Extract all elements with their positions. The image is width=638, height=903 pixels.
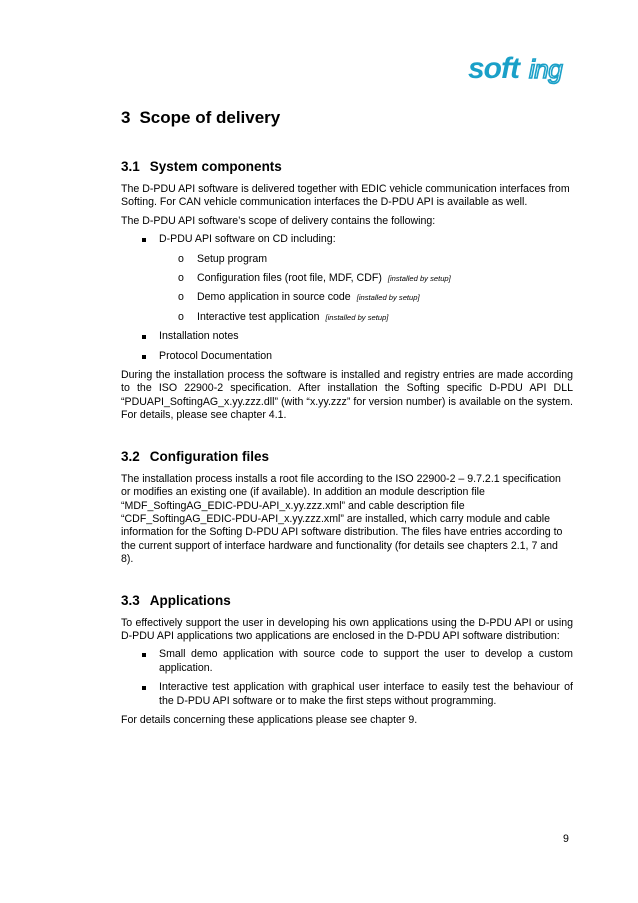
sub-list-item-text: Demo application in source code <box>197 291 351 304</box>
paragraph: To effectively support the user in developing his own applications using the D-PDU API or using D-PDU API applications two applications are enclosed in the D-PDU API software distribution: <box>121 616 573 642</box>
sub-list-item <box>159 311 573 324</box>
paragraph: During the installation process the software is installed and registry entries are made according to the ISO 22900-2 specification. After installation the Softing specific D-PDU API DLL “PDUAPI_SoftingAG_x.yy.zzz.dll” (with “x.yy.zzz” for version number) is available on the system. For details, please see chapter 4.1. <box>121 369 573 422</box>
section-heading-configuration-files <box>121 448 573 465</box>
install-note: [installed by setup] <box>356 293 420 303</box>
softing-logo-graphic <box>466 50 576 90</box>
bullet-circle-icon: o <box>178 291 184 304</box>
list-item <box>121 648 573 675</box>
bullet-square-icon <box>142 686 146 690</box>
section-title: Applications <box>149 592 231 608</box>
section-number: 3.3 <box>121 592 140 608</box>
list-item <box>121 233 573 324</box>
list-item-text: Interactive test application with graphical user interface to easily test the behaviour of the D-PDU API software or to make the first steps without programming. <box>159 681 573 707</box>
chapter-heading <box>121 108 573 128</box>
section-title: System components <box>149 159 282 174</box>
list-item-text: Small demo application with source code to support the user to develop a custom application. <box>159 648 573 674</box>
bullet-square-icon <box>142 335 146 339</box>
paragraph: The D-PDU API software is delivered together with EDIC vehicle communication interfaces from Softing. For CAN vehicle communication interfaces the D-PDU API is available as well. <box>121 183 570 209</box>
sub-list-item-text: Interactive test application <box>197 310 320 323</box>
applications-list <box>121 648 573 708</box>
paragraph: The installation process installs a root file according to the ISO 22900-2 – 9.7.2.1 specification or modifies an existing one (if available). In addition an module description file “MDF_SoftingAG_EDIC-PDU-API_x.yy.zzz.xml” and cable description file “CDF_SoftingAG_EDIC-PDU-API_x.yy.zzz.xml” are installed, which carry module and cable information for the Softing D-PDU API software distribution. The files have entries according to the current support of interface hardware and functionality (for details see chapters 2.1, 7 and 8). <box>121 472 563 566</box>
bullet-square-icon <box>142 355 146 359</box>
section-heading-system-components <box>121 158 573 175</box>
list-item-text: Installation notes <box>159 330 239 343</box>
svg-text:soft: soft <box>468 52 519 85</box>
list-item <box>121 681 573 708</box>
bullet-circle-icon: o <box>178 310 184 323</box>
svg-text:ing: ing <box>529 54 563 84</box>
softing-logo <box>466 50 576 90</box>
list-item-text: Protocol Documentation <box>159 349 273 362</box>
sub-list-item-text: Setup program <box>197 252 268 265</box>
list-item <box>121 350 573 363</box>
section-heading-applications <box>121 592 573 609</box>
section-number: 3.1 <box>121 159 140 174</box>
paragraph: For details concerning these applications please see chapter 9. <box>121 713 418 726</box>
list-item-text: D-PDU API software on CD including: <box>159 233 336 246</box>
delivery-list <box>121 233 573 363</box>
sub-list-item <box>159 291 573 304</box>
chapter-title: Scope of delivery <box>139 108 281 127</box>
page-content <box>121 108 573 732</box>
page-number: 9 <box>563 833 569 845</box>
section-title: Configuration files <box>149 448 270 464</box>
install-note: [installed by setup] <box>387 274 451 284</box>
list-item <box>121 330 573 343</box>
bullet-square-icon <box>142 653 146 657</box>
install-note: [installed by setup] <box>325 312 389 322</box>
bullet-square-icon <box>142 238 146 242</box>
bullet-circle-icon: o <box>178 272 184 285</box>
sub-list-item-text: Configuration files (root file, MDF, CDF) <box>197 272 382 285</box>
bullet-circle-icon: o <box>178 252 184 265</box>
section-number: 3.2 <box>121 448 140 464</box>
chapter-number: 3 <box>121 108 131 127</box>
sub-list-item <box>159 272 573 285</box>
sub-list <box>159 253 573 325</box>
paragraph: The D-PDU API software’s scope of delivery contains the following: <box>121 214 436 227</box>
sub-list-item <box>159 253 573 266</box>
